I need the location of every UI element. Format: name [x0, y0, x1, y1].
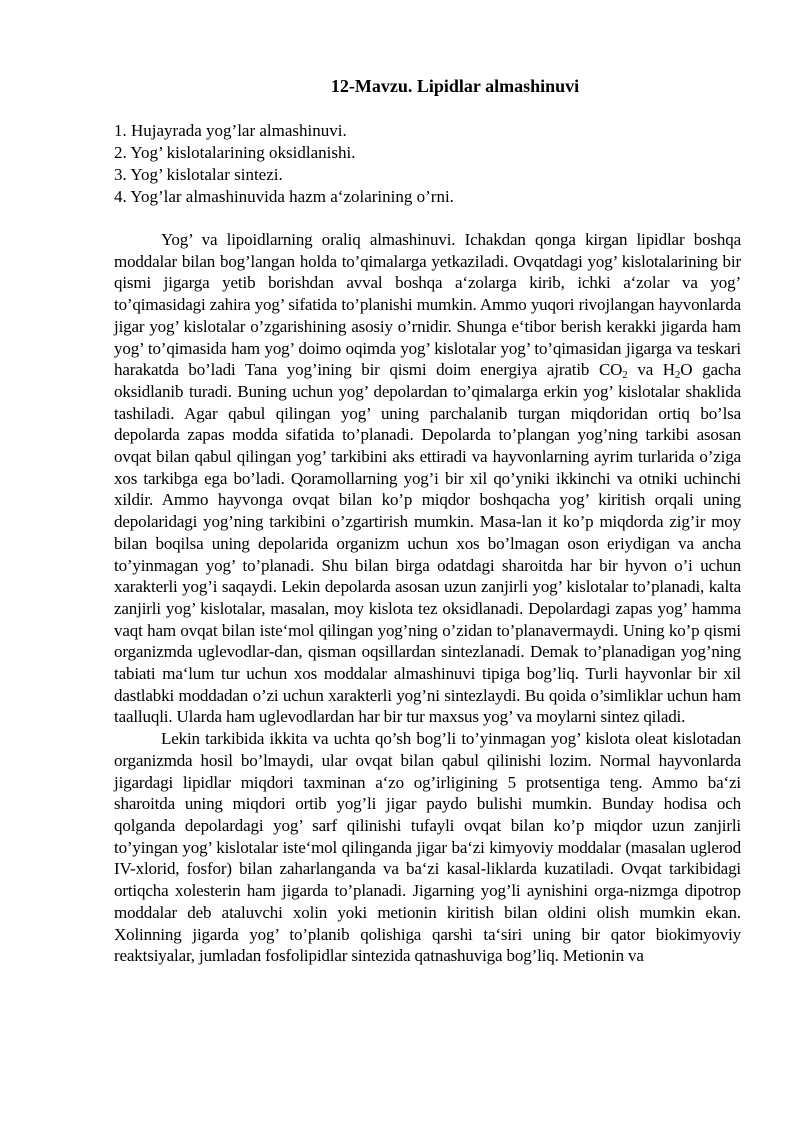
paragraph-1-part-a: Yog’ va lipoidlarning oraliq almashinuvi. Ichakdan qonga kirgan lipidlar boshqa moddalar bilan bog’langan holda to’qimalarga yetkaziladi. Ovqatdagi yog’ kislotalarining bir qismi jigarga yetib borishdan avval boshqa a‘zolarga kirib, ichki a‘zolar va yog’ to’qimasidagi zahira yog’ sifatida to’planishi mumkin. Ammo yuqori rivojlangan hayvonlarda jigar yog’ kislotalar o’zgarishining asosiy o’rnidir. Shunga e‘tibor berish kerakki jigarda ham yog’ to’qimasida ham yog’ doimo oqimda yog’ kislotalar yog’ to’qimasidan jigarga va teskari harakatda bo’ladi Tana yog’ining bir qismi doim energiya ajratib CO — [114, 230, 741, 380]
paragraph-1-part-b: va H — [627, 360, 675, 380]
outline-item: 1. Hujayrada yog’lar almashinuvi. — [114, 121, 347, 140]
outline-item: 4. Yog’lar almashinuvida hazm a‘zolarining o’rni. — [114, 187, 454, 206]
topic-outline — [114, 120, 714, 208]
paragraph-1 — [114, 229, 741, 728]
co2-subscript: 2 — [622, 369, 628, 382]
page-title: 12-Mavzu. Lipidlar almashinuvi — [330, 76, 580, 96]
outline-item: 3. Yog’ kislotalar sintezi. — [114, 165, 283, 184]
paragraph-2: Lekin tarkibida ikkita va uchta qo’sh bog’li to’yinmagan yog’ kislota oleat kislotadan organizmda hosil bo’lmaydi, ular ovqat bilan qabul qilinishi lozim. Normal hayvonlarda jigardagi lipidlar miqdori taxminan a‘zo og’irligining 5 protsentiga teng. Ammo ba‘zi sharoitda uning miqdori ortib yog’li jigar paydo bulishi mumkin. Bunday hodisa och qolganda depolardagi yog’ sarf qilinishi tufayli ovqat bilan ko’p miqdor uzun zanjirli to’yingan yog’ kislotalar iste‘mol qilinganda jigar ba‘zi kimyoviy moddalar (masalan uglerod IV-xlorid, fosfor) bilan zaharlanganda va ba‘zi kasal-liklarda kuzatiladi. Ovqat tarkibidagi ortiqcha xolesterin ham jigarda to’planadi. Jigarning yog’li aynishini orga-nizmga dipotrop moddalar deb ataluvchi xolin yoki metionin kiritish bilan oldini olish mumkin ekan. Xolinning jigarda yog’ to’planib qolishiga qarshi ta‘siri uning bir qator biokimyoviy reaktsiyalar, jumladan fosfolipidlar sintezida qatnashuviga bog’liq. Metionin va — [114, 729, 741, 966]
outline-item: 2. Yog’ kislotalarining oksidlanishi. — [114, 143, 356, 162]
paragraph-1-part-c: O gacha oksidlanib turadi. Buning uchun yog’ depolardan to’qimalarga erkin yog’ kislotalar shaklida tashiladi. Agar qabul qilingan yog’ uning parchalanib turgan miqdoridan ortiq bo’lsa depolarda zapas modda sifatida to’planadi. Depolarda to’plangan yog’ning tarkibi asosan ovqat bilan qabul qilingan yog’ tarkibini aks ettiradi va hayvonlarning ayrim turlarida o’ziga xos tarkibga ega bo’ladi. Qoramollarning yog’i bir xil qo’yniki ikkinchi va otniki uchinchi xildir. Ammo hayvonga ovqat bilan ko’p miqdor boshqacha yog’ kiritish orqali uning depolaridagi yog’ning tarkibini o’zgartirish mumkin. Masa-lan it ko’p miqdorda zig’ir moy bilan boqilsa uning depolarida organizm uchun xos bo’lmagan oson eriydigan va ancha to’yinmagan yog’ to’planadi. Shu bilan birga odatdagi sharoitda har bir hyvon o’i uchun xarakterli yog’i saqaydi. Lekin depolarda asosan uzun zanjirli yog’ kislotalar to’planadi, kalta zanjirli yog’ kislotalar, masalan, moy kislota tez oksidlanadi. Depolardagi zapas yog’ hamma vaqt ham ovqat bilan iste‘mol qilingan yog’ning o’zidan to’planavermaydi. Uning ko’p qismi organizmda uglevodlar-dan, qisman oqsillardan sintezlanadi. Demak to’planadigan yog’ning tabiati ma‘lum tur uchun xos moddalar almashinuvi tipiga bog’liq. Turli hayvonlar bir xil dastlabki moddadan o’zi uchun xarakterli yog’ni sintezlaydi. Bu qoida o’simliklar uchun ham taalluqli. Ularda ham uglevodlardan har bir tur maxsus yog’ va moylarni sintez qiladi. — [114, 360, 741, 727]
h2o-subscript: 2 — [674, 369, 681, 382]
body-text — [114, 229, 741, 967]
